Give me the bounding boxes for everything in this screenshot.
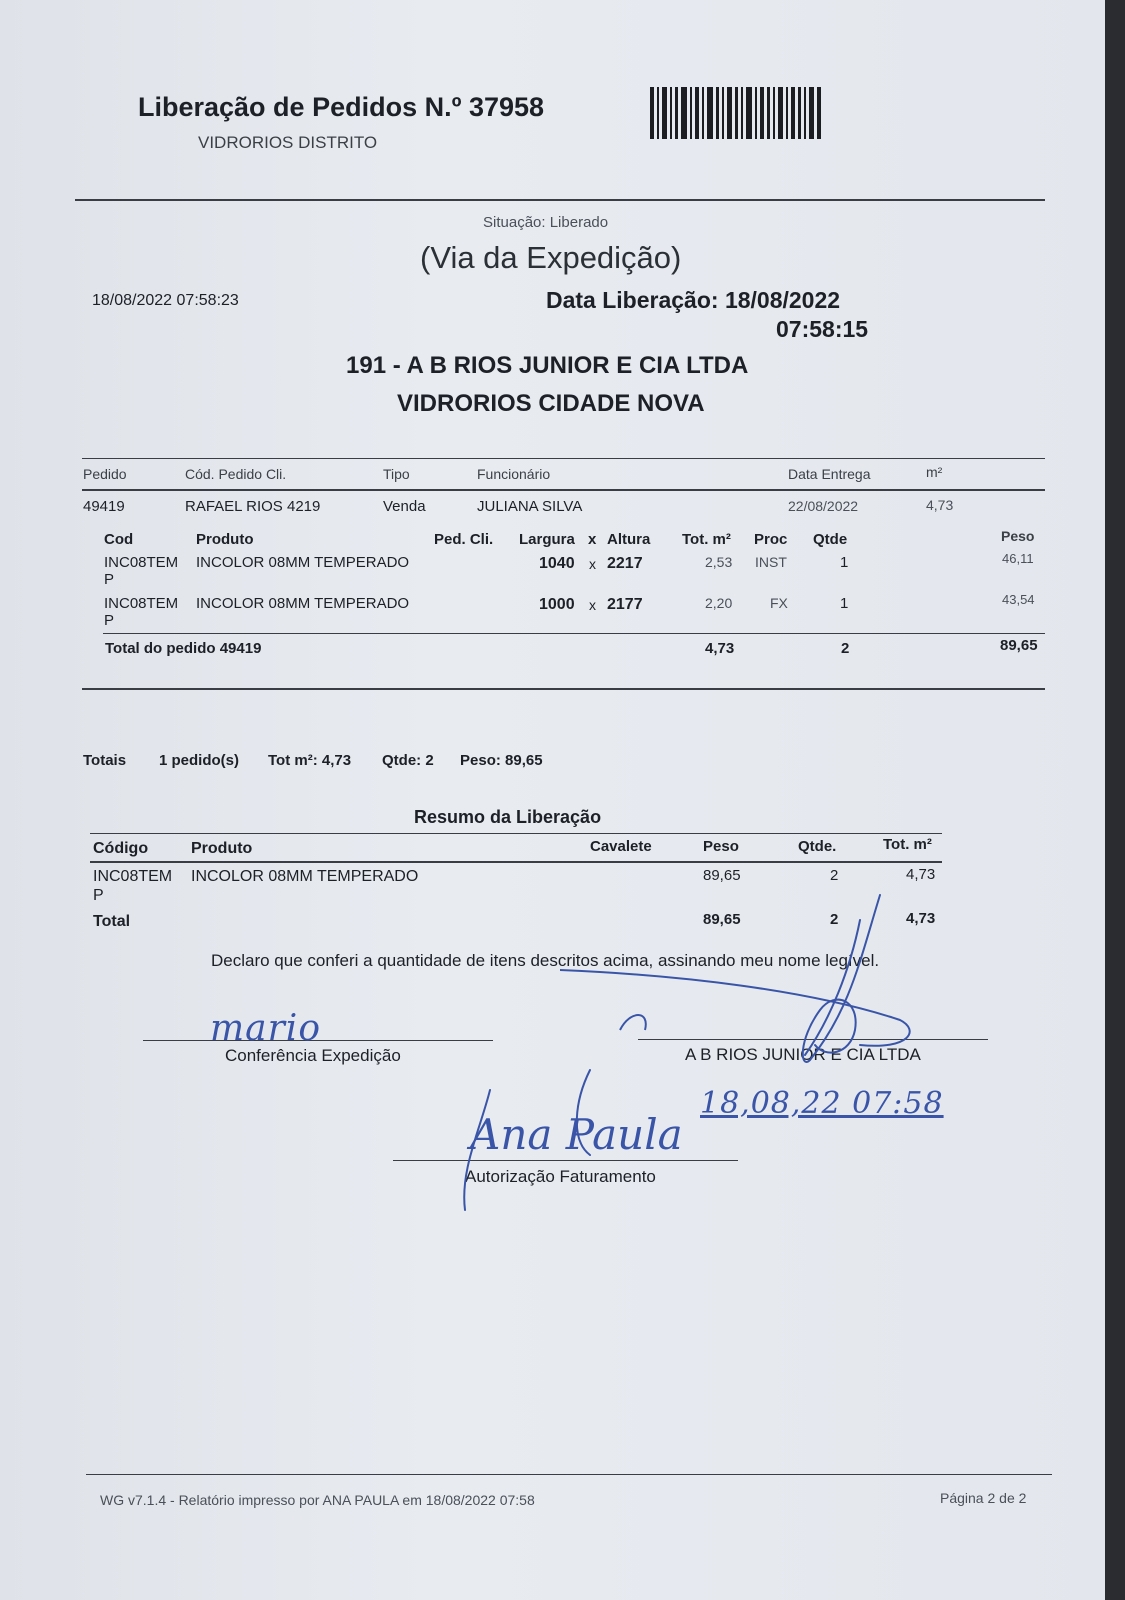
resumo-title: Resumo da Liberação: [414, 807, 602, 827]
conferencia-label: Conferência Expedição: [225, 1046, 401, 1065]
cliente-label: A B RIOS JUNIOR E CIA LTDA: [685, 1045, 921, 1064]
item-qtde: 1: [840, 554, 849, 571]
resumo-row-peso: 89,65: [703, 867, 741, 884]
item-x: x: [589, 556, 596, 572]
header-divider: [75, 199, 1045, 201]
item-produto: INCOLOR 08MM TEMPERADO: [196, 595, 410, 612]
item-cod: INC08TEM: [104, 554, 179, 571]
resumo-row-codigo-cont: P: [93, 887, 104, 904]
resumo-total-qtde: 2: [830, 911, 839, 928]
item-col-ped-cli: Ped. Cli.: [434, 531, 494, 548]
declaration-text: Declaro que conferi a quantidade de itens descritos acima, assinando meu nome legível.: [211, 951, 880, 970]
resumo-row-produto: INCOLOR 08MM TEMPERADO: [191, 868, 419, 885]
resumo-total-peso: 89,65: [703, 911, 741, 928]
col-cod-pedido-cli: Cód. Pedido Cli.: [185, 466, 287, 482]
item-col-produto: Produto: [196, 531, 254, 548]
conferencia-handwritten-signature: mario: [210, 1008, 321, 1049]
order-total-label: Total do pedido 49419: [105, 640, 262, 657]
cliente-name: 191 - A B RIOS JUNIOR E CIA LTDA: [346, 352, 749, 379]
data-liberacao: Data Liberação: 18/08/2022: [546, 287, 841, 313]
item-col-peso: Peso: [1001, 528, 1035, 544]
col-pedido: Pedido: [83, 466, 127, 482]
resumo-header-divider: [90, 861, 942, 863]
item-col-proc: Proc: [754, 531, 788, 548]
item-col-altura: Altura: [607, 531, 651, 548]
via-label: (Via da Expedição): [420, 240, 682, 275]
barcode-icon: [650, 87, 822, 139]
order-data-entrega: 22/08/2022: [788, 498, 859, 514]
autorizacao-scribble-icon: [440, 1060, 660, 1220]
order-bottom-divider: [82, 688, 1045, 690]
totais-peso: Peso: 89,65: [460, 752, 543, 769]
order-top-divider: [82, 458, 1045, 459]
print-datetime: 18/08/2022 07:58:23: [92, 292, 239, 309]
resumo-row-tot-m2: 4,73: [906, 866, 936, 883]
item-proc: INST: [755, 554, 787, 570]
col-funcionario: Funcionário: [477, 466, 551, 482]
autorizacao-handwritten-signature: Ana Paula: [470, 1110, 683, 1159]
items-total-divider: [103, 633, 1045, 634]
item-altura: 2217: [607, 555, 643, 572]
order-pedido: 49419: [83, 498, 125, 515]
item-altura: 2177: [607, 596, 643, 613]
item-largura: 1000: [539, 596, 575, 613]
totais-pedidos: 1 pedido(s): [159, 752, 240, 769]
autorizacao-label: Autorização Faturamento: [465, 1167, 656, 1186]
cliente-store: VIDRORIOS CIDADE NOVA: [397, 390, 705, 417]
footer-divider: [86, 1474, 1052, 1475]
resumo-col-qtde: Qtde.: [798, 838, 837, 855]
resumo-col-produto: Produto: [191, 840, 253, 857]
item-proc: FX: [770, 595, 788, 611]
order-total-peso: 89,65: [1000, 637, 1038, 654]
item-cod: INC08TEM: [104, 595, 179, 612]
col-m2: m²: [926, 464, 943, 480]
data-liberacao-time: 07:58:15: [776, 316, 869, 342]
document-subtitle: VIDRORIOS DISTRITO: [198, 133, 378, 152]
item-col-cod: Cod: [104, 531, 134, 548]
item-x: x: [589, 597, 596, 613]
resumo-top-divider: [90, 833, 942, 834]
totais-label: Totais: [83, 752, 127, 769]
totais-qtde: Qtde: 2: [382, 752, 434, 769]
item-col-largura: Largura: [519, 531, 575, 548]
footer-left: WG v7.1.4 - Relatório impresso por ANA PAULA em 18/08/2022 07:58: [100, 1492, 535, 1508]
footer-page-number: Página 2 de 2: [940, 1490, 1027, 1506]
resumo-total-tot-m2: 4,73: [906, 910, 936, 927]
order-total-qtde: 2: [841, 640, 850, 657]
resumo-total-label: Total: [93, 913, 131, 930]
order-tipo: Venda: [383, 498, 426, 515]
item-tot-m2: 2,53: [705, 554, 733, 570]
item-col-x: x: [588, 531, 597, 548]
resumo-col-tot-m2: Tot. m²: [883, 836, 932, 853]
item-col-qtde: Qtde: [813, 531, 848, 548]
resumo-col-peso: Peso: [703, 838, 739, 855]
item-cod-cont: P: [104, 571, 115, 588]
document-title: Liberação de Pedidos N.º 37958: [138, 92, 545, 122]
order-header-divider: [82, 489, 1045, 491]
totais-m2: Tot m²: 4,73: [268, 752, 352, 769]
item-largura: 1040: [539, 555, 575, 572]
item-tot-m2: 2,20: [705, 595, 733, 611]
item-peso: 43,54: [1002, 592, 1035, 607]
order-total-m2: 4,73: [705, 640, 735, 657]
item-qtde: 1: [840, 595, 849, 612]
item-peso: 46,11: [1002, 551, 1034, 566]
resumo-col-cavalete: Cavalete: [590, 838, 652, 855]
handwritten-date: 18,08,22 07:58: [700, 1086, 944, 1121]
order-funcionario: JULIANA SILVA: [477, 498, 583, 515]
col-data-entrega: Data Entrega: [788, 466, 871, 482]
order-cod-pedido-cli: RAFAEL RIOS 4219: [185, 498, 321, 515]
item-cod-cont: P: [104, 612, 115, 629]
item-col-tot-m2: Tot. m²: [682, 531, 731, 548]
order-m2: 4,73: [926, 497, 954, 513]
resumo-row-qtde: 2: [830, 867, 839, 884]
item-produto: INCOLOR 08MM TEMPERADO: [196, 554, 410, 571]
resumo-row-codigo: INC08TEM: [93, 868, 173, 885]
col-tipo: Tipo: [383, 466, 410, 482]
resumo-col-codigo: Código: [93, 840, 149, 857]
situacao-label: Situação: Liberado: [483, 214, 609, 231]
